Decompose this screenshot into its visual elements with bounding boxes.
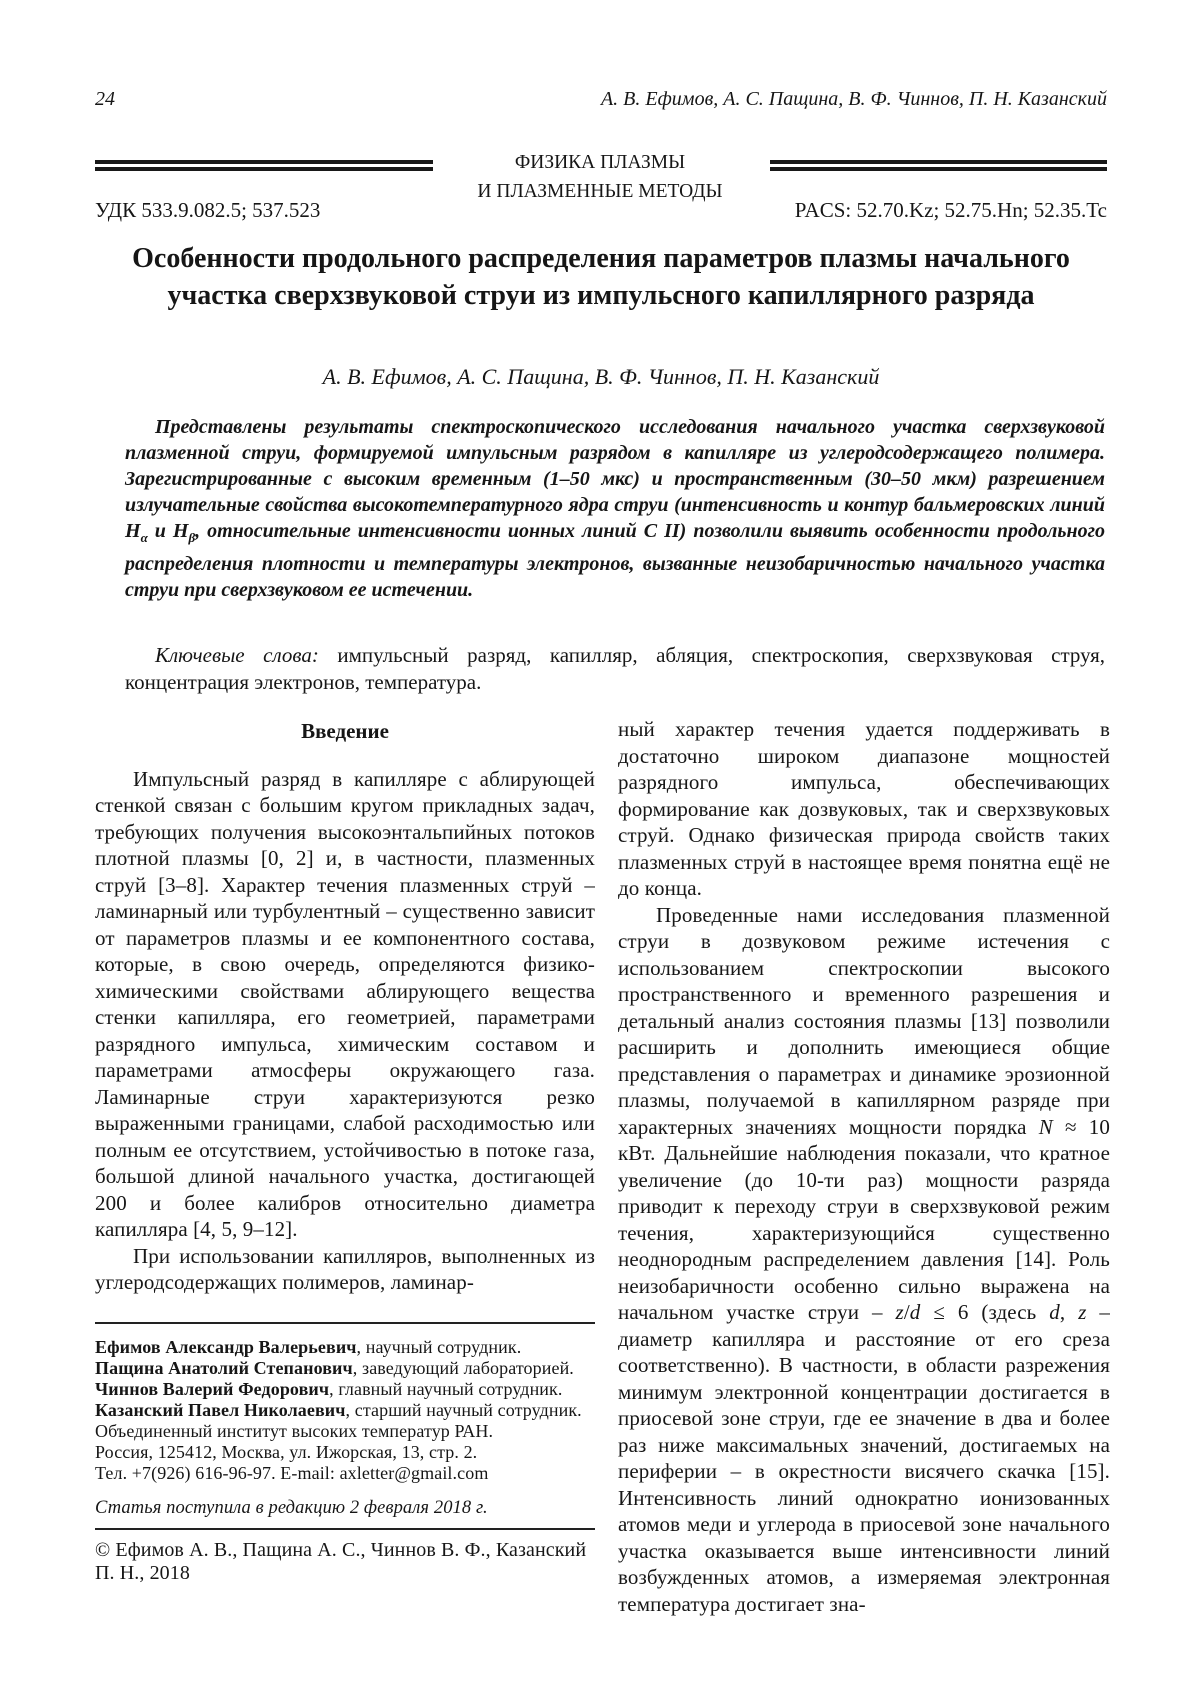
intro-paragraph-1: Импульсный разряд в капилляре с аблирующей стенкой связан с большим кругом прикладных задач, требующих получения высокоэнтальпийных потоков плотной плазмы [0, 2] и, в частности, плазменных струй [3–8]. Характер течения плазменных струй – ламинарный или турбулентный – существенно зависит от параметров плазмы и ее компонентного состава, которые, в свою очередь, определяются физико-химическими свойствами аблирующего вещества стенки капилляра, его геометрией, параметрами разрядного импульса, химическим составом и параметрами атмосферы окружающего газа. Ламинарные струи характеризуются резко выраженными границами, слабой расходимостью или полным ее отсутствием, устойчивостью в потоке газа, большой длиной начального участка, достигающей 200 и более калибров относительно диаметра капилляра [4, 5, 9–12]. (95, 766, 595, 1241)
footnote-author-name: Казанский Павел Николаевич (95, 1400, 346, 1420)
footnote-author-role: , главный научный сотрудник. (329, 1379, 563, 1399)
udk-code: УДК 533.9.082.5; 537.523 (95, 198, 321, 222)
running-header (95, 88, 1107, 111)
footnote-author-role: , заведующий лабораторией. (352, 1358, 574, 1378)
footnote-block (95, 1322, 595, 1585)
pacs-code: PACS: 52.70.Kz; 52.75.Hn; 52.35.Tc (794, 198, 1107, 222)
intro-paragraph-3: Проведенные нами исследования плазменной струи в дозвуковом режиме истечения с использованием спектроскопии высокого пространственного и временного разрешения и детальный анализ состояния плазмы [13] позволили расширить и дополнить имеющиеся общие представления о параметрах и динамике эрозионной плазмы, получаемой в капиллярном разряде при характерных значениях мощности порядка N ≈ 10 кВт. Дальнейшие наблюдения показали, что кратное увеличение (до 10-ти раз) мощности разряда приводит к переходу струи в сверхзвуковой режим течения, характеризующийся существенно неоднородным распределением давления [14]. Роль неизобаричности особенно сильно выражена на начальном участке струи – z/d ≤ 6 (здесь d, z – диаметр капилляра и расстояние от его среза соответственно). В частности, в области разрежения минимум электронной концентрации достигается в приосевой зоне струи, где ее значение в два и более раз ниже максимальных значений, достигаемых на периферии – в окрестности висячего скачка [15]. Интенсивность линий однократно ионизованных атомов меди и углерода в приосевой зоне начального участка оказывается выше интенсивности линий возбужденных атомов, а измеряемая электронная температура достигает зна- (618, 902, 1111, 1616)
footnote-author-role: , научный сотрудник. (356, 1337, 522, 1357)
footnote-author-name: Ефимов Александр Валерьевич (95, 1337, 357, 1357)
article-abstract: Представлены результаты спектроскопического исследования начального участка сверхзвуковой плазменной струи, формируемой импульсным разрядом в капилляре из углеродсодержащего полимера. Зарегистрированные с высоким временным (1–50 мкс) и пространственным (30–50 мкм) разрешением излучательные свойства высокотемпературного ядра струи (интенсивность и контур бальмеровских линий $H_\alpha$ и $H_\beta$, относительные интенсивности ионных линий C II) позволили выявить особенности продольного распределения плотности и температуры электронов, вызванные неизобаричностью начального участка струи при сверхзвуковом ее истечении. (125, 416, 1105, 601)
running-authors: А. В. Ефимов, А. С. Пащина, В. Ф. Чиннов, П. Н. Казанский (600, 88, 1107, 110)
footnote-divider (95, 1322, 595, 1484)
intro-column-right (618, 716, 1110, 1617)
article-authors: А. В. Ефимов, А. С. Пащина, В. Ф. Чиннов, П. Н. Казанский (322, 364, 880, 389)
footnote-author-line (95, 1379, 595, 1400)
footnote-affiliation: Объединенный институт высоких температур РАН. (95, 1421, 494, 1441)
footnote-author-name: Пащина Анатолий Степанович (95, 1358, 353, 1378)
page-number: 24 (95, 88, 115, 110)
article-title: Особенности продольного распределения параметров плазмы начального участка сверхзвуковой струи из импульсного капиллярного разряда (132, 243, 1070, 311)
keywords-text: импульсный разряд, капилляр, абляция, спектроскопия, сверхзвуковая струя, концентрация электронов, температура. (125, 643, 1105, 694)
copyright-note: © Ефимов А. В., Пащина А. С., Чиннов В. Ф., Казанский П. Н., 2018 (95, 1539, 587, 1584)
section-banner-line2: И ПЛАЗМЕННЫЕ МЕТОДЫ (477, 181, 723, 202)
footnote-contact: Тел. +7(926) 616-96-97. E-mail: axletter@gmail.com (95, 1463, 489, 1483)
intro-heading: Введение (301, 719, 389, 743)
footnote-author-line (95, 1337, 595, 1358)
section-banner-line1: ФИЗИКА ПЛАЗМЫ (514, 152, 686, 173)
intro-paragraph-2: При использовании капилляров, выполненных из углеродсодержащих полимеров, ламинар- (95, 1243, 595, 1294)
intro-paragraph-2-continuation: ный характер течения удается поддерживать в достаточно широком диапазоне мощностей разрядного импульса, обеспечивающих формирование как дозвуковых, так и сверхзвуковых струй. Однако физическая природа свойств таких плазменных струй в настоящее время понятна ещё не до конца. (618, 717, 1110, 900)
footnote-address: Россия, 125412, Москва, ул. Ижорская, 13, стр. 2. (95, 1442, 478, 1462)
received-note: Статья поступила в редакцию 2 февраля 2018 г. (95, 1498, 488, 1518)
copyright-divider (95, 1528, 595, 1530)
intro-column-left (95, 716, 595, 1296)
footnote-author-name: Чиннов Валерий Федорович (95, 1379, 330, 1399)
footnote-author-role: , старший научный сотрудник. (345, 1400, 582, 1420)
keywords-label: Ключевые слова: (155, 643, 319, 667)
keywords-block (125, 642, 1105, 696)
footnote-author-line (95, 1358, 595, 1379)
codes-row (95, 198, 1107, 223)
footnote-author-line (95, 1400, 595, 1421)
